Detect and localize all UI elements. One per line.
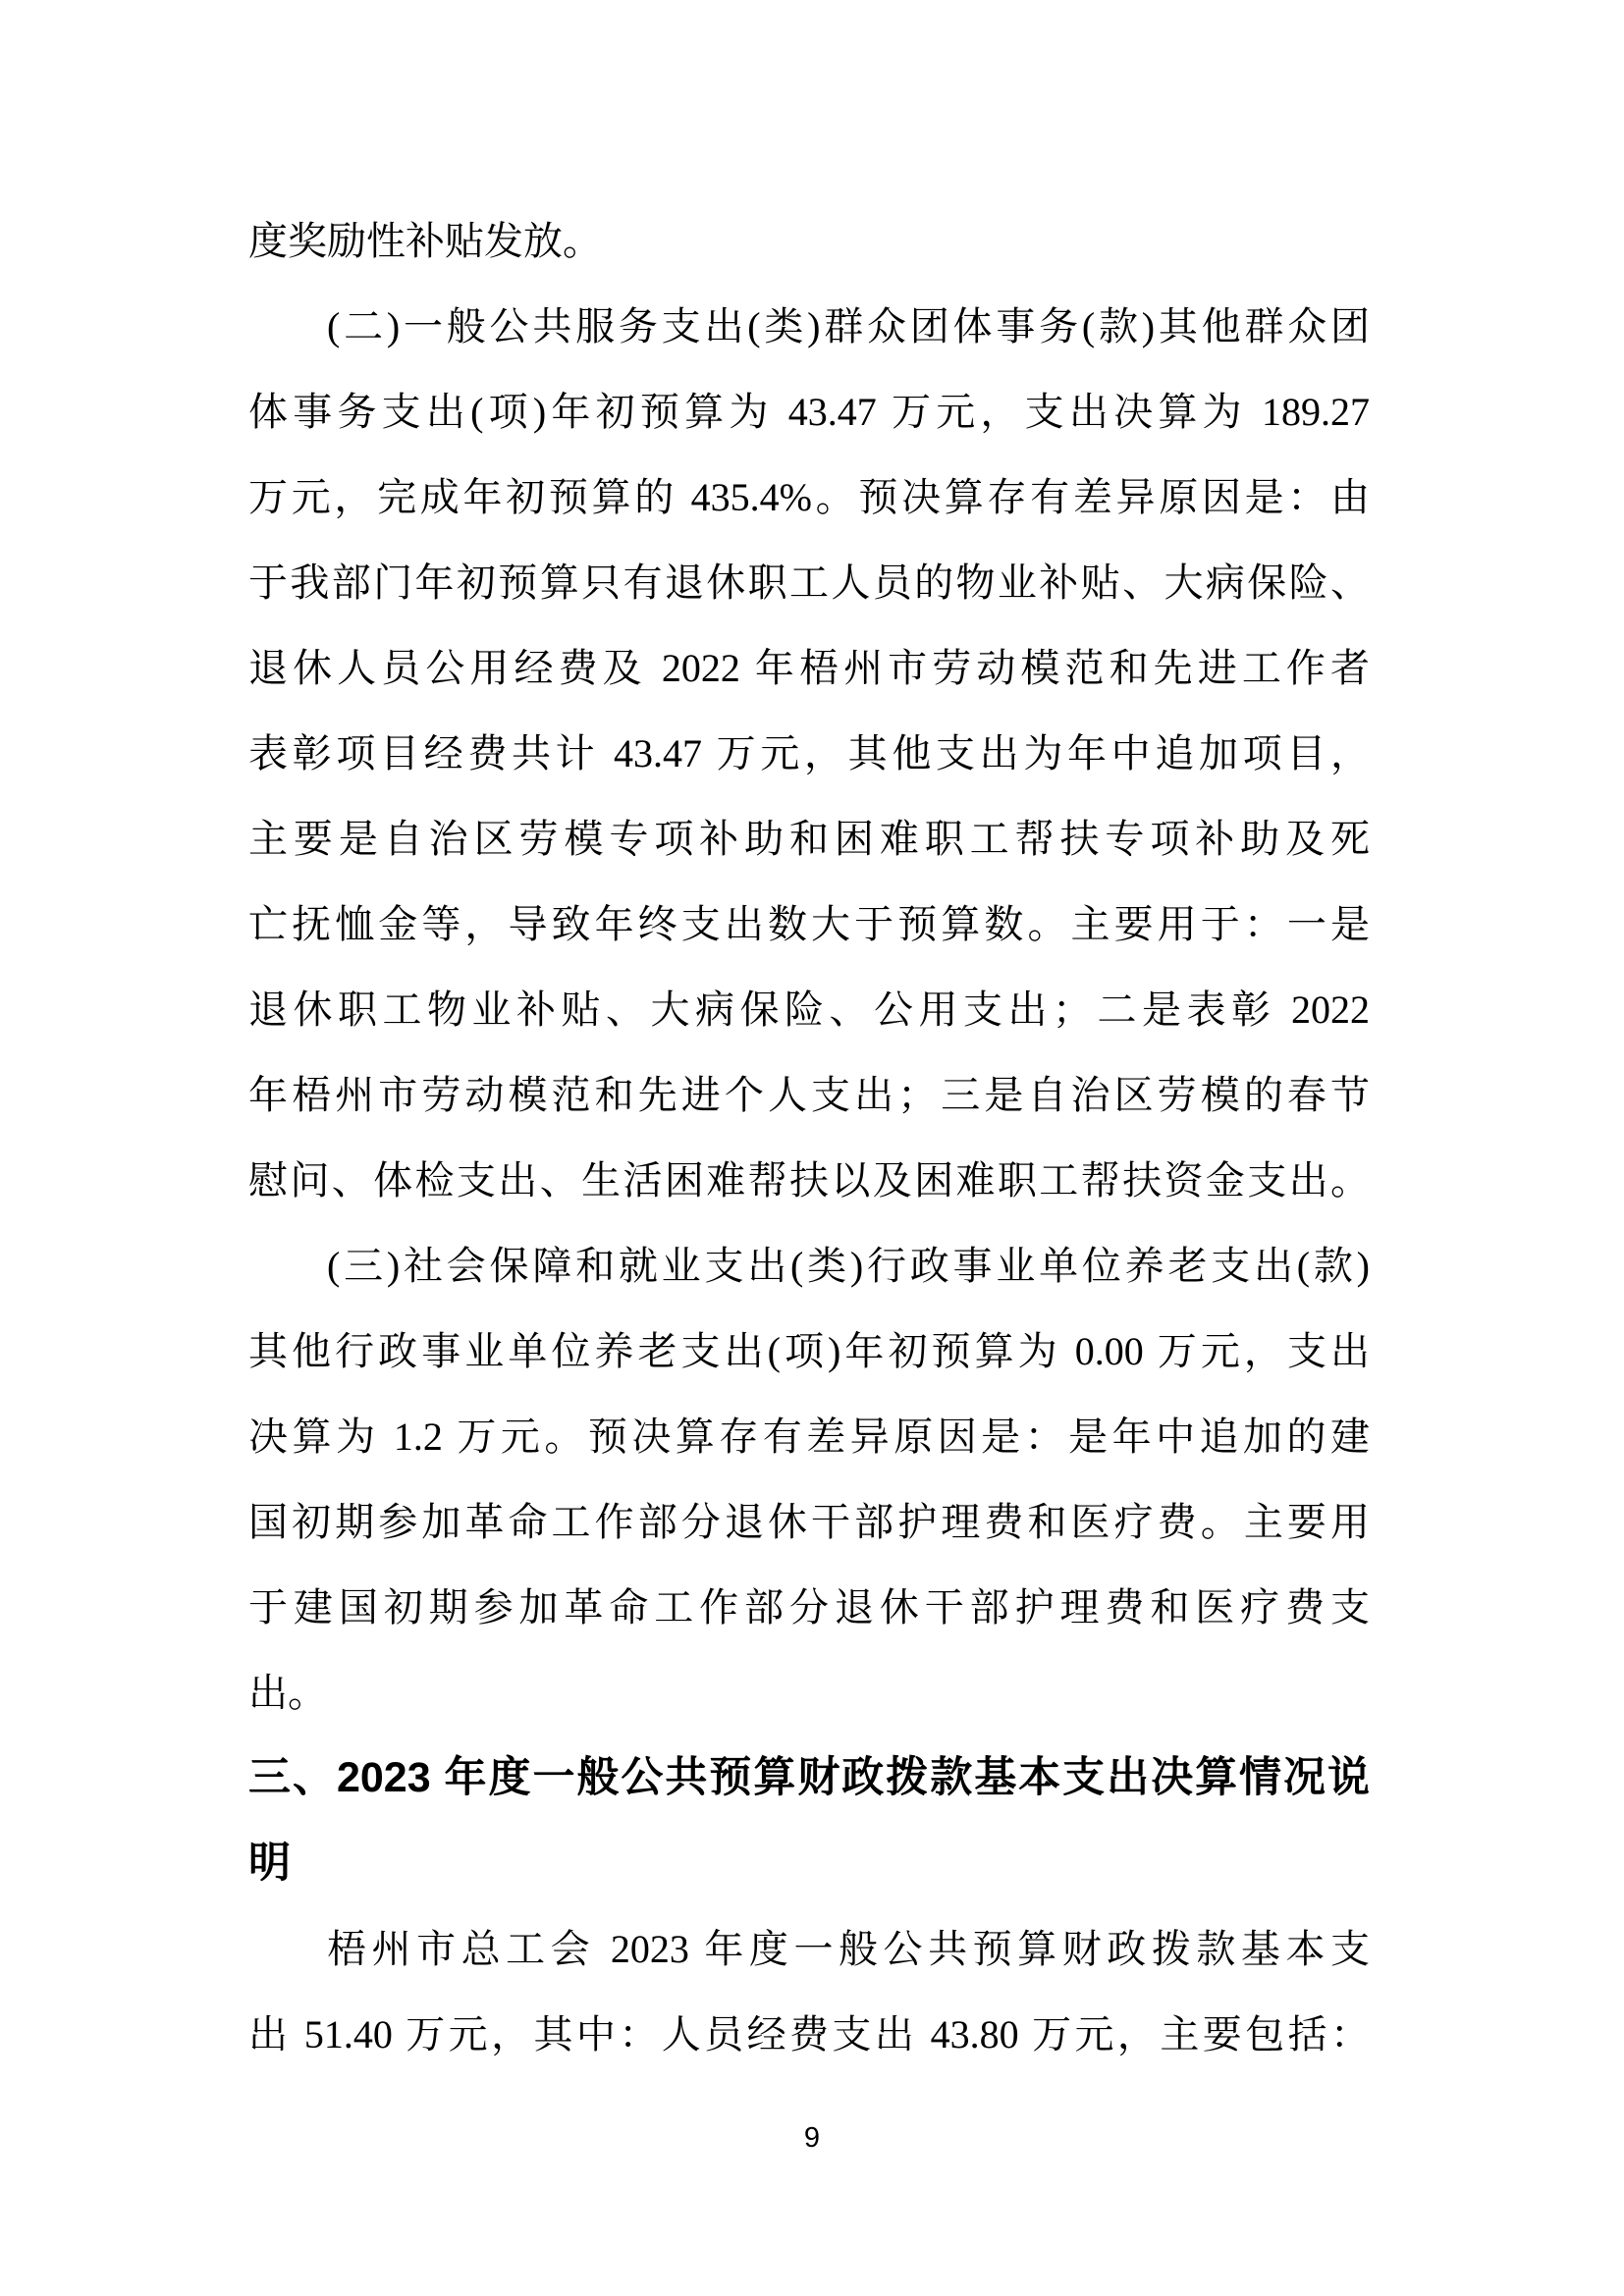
body-text-line: 国初期参加革命工作部分退休干部护理费和医疗费。主要用 — [248, 1500, 1370, 1544]
body-text-line: 万元，完成年初预算的 435.4%。预决算存有差异原因是：由 — [248, 475, 1370, 519]
body-text-line: 其他行政事业单位养老支出(项)年初预算为 0.00 万元，支出 — [248, 1329, 1370, 1373]
body-text-line: 出。 — [248, 1671, 327, 1715]
body-text-line: 出 51.40 万元，其中：人员经费支出 43.80 万元，主要包括： — [248, 2012, 1370, 2056]
body-text-line: 度奖励性补贴发放。 — [248, 219, 602, 263]
section-heading-line: 明 — [248, 1840, 291, 1887]
body-text-line: 于建国初期参加革命工作部分退休干部护理费和医疗费支 — [248, 1585, 1370, 1629]
body-text-line: (三)社会保障和就业支出(类)行政事业单位养老支出(款) — [327, 1244, 1370, 1288]
section-heading-line: 三、2023 年度一般公共预算财政拨款基本支出决算情况说 — [248, 1754, 1370, 1801]
body-text-line: 亡抚恤金等，导致年终支出数大于预算数。主要用于：一是 — [248, 902, 1370, 946]
body-text-line: 年梧州市劳动模范和先进个人支出；三是自治区劳模的春节 — [248, 1073, 1370, 1117]
body-text-line: 主要是自治区劳模专项补助和困难职工帮扶专项补助及死 — [248, 817, 1370, 861]
body-text-line: 梧州市总工会 2023 年度一般公共预算财政拨款基本支 — [327, 1927, 1370, 1971]
document-body — [248, 198, 1370, 2077]
body-text-line: 慰问、体检支出、生活困难帮扶以及困难职工帮扶资金支出。 — [248, 1158, 1370, 1202]
body-text-line: 表彰项目经费共计 43.47 万元，其他支出为年中追加项目， — [248, 731, 1370, 775]
body-text-line: (二)一般公共服务支出(类)群众团体事务(款)其他群众团 — [327, 304, 1370, 348]
body-text-line: 体事务支出(项)年初预算为 43.47 万元，支出决算为 189.27 — [248, 390, 1370, 434]
page-number: 9 — [803, 2122, 821, 2154]
body-text-line: 于我部门年初预算只有退休职工人员的物业补贴、大病保险、 — [248, 561, 1370, 605]
body-text-line: 退休职工物业补贴、大病保险、公用支出；二是表彰 2022 — [248, 988, 1370, 1032]
body-text-line: 决算为 1.2 万元。预决算存有差异原因是：是年中追加的建 — [248, 1415, 1370, 1459]
body-text-line: 退休人员公用经费及 2022 年梧州市劳动模范和先进工作者 — [248, 646, 1370, 690]
